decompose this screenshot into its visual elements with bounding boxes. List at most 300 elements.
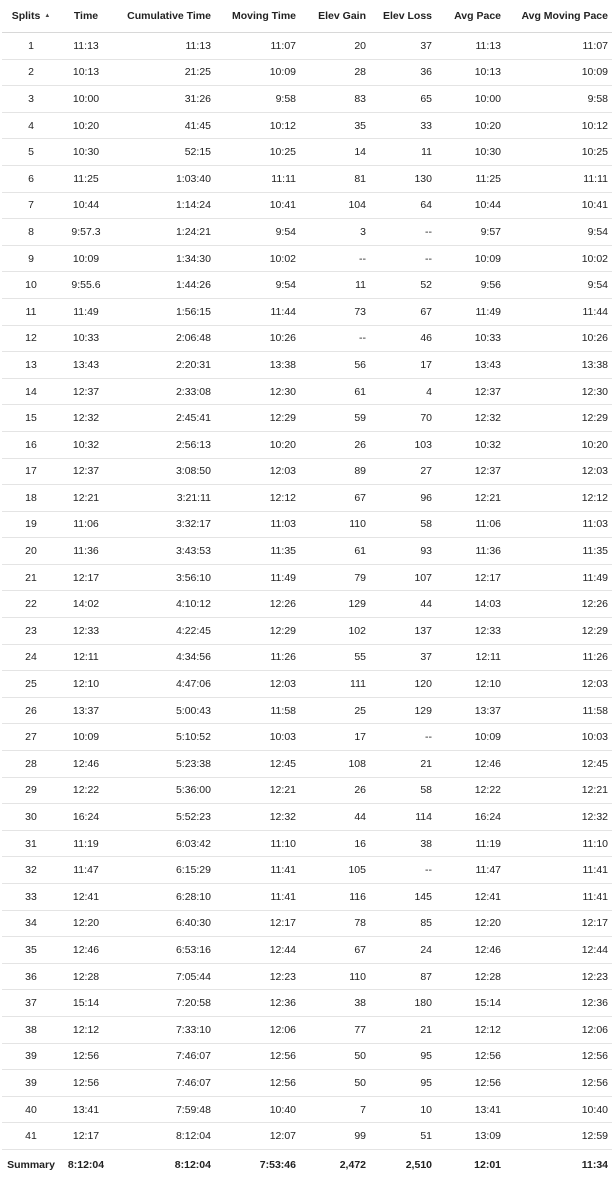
cumulative-time-cell: 52:15: [112, 139, 215, 166]
summary-cumulative-time: 8:12:04: [112, 1149, 215, 1180]
split-time-cell: 12:17: [60, 564, 112, 591]
table-row: [2, 1016, 612, 1043]
split-time-cell: 10:30: [60, 139, 112, 166]
split-time-cell: 12:11: [60, 644, 112, 671]
moving-time-cell: 10:12: [215, 112, 300, 139]
split-time-cell: 12:41: [60, 884, 112, 911]
split-time-cell: 12:37: [60, 458, 112, 485]
table-row: [2, 139, 612, 166]
header-elev-gain[interactable]: Elev Gain: [300, 0, 370, 33]
elev-loss-cell: 27: [370, 458, 436, 485]
split-time-cell: 10:09: [60, 724, 112, 751]
avg-moving-pace-cell: 11:26: [505, 644, 612, 671]
elev-gain-cell: 83: [300, 86, 370, 113]
elev-gain-cell: 14: [300, 139, 370, 166]
split-number-cell: 30: [2, 804, 60, 831]
split-time-cell: 12:56: [60, 1070, 112, 1097]
avg-moving-pace-cell: 9:54: [505, 219, 612, 246]
moving-time-cell: 9:54: [215, 219, 300, 246]
summary-elev-gain: 2,472: [300, 1149, 370, 1180]
elev-loss-cell: 87: [370, 963, 436, 990]
summary-label: Summary: [2, 1149, 60, 1180]
avg-pace-cell: 12:56: [436, 1070, 505, 1097]
moving-time-cell: 10:41: [215, 192, 300, 219]
header-moving-time[interactable]: Moving Time: [215, 0, 300, 33]
split-number-cell: 3: [2, 86, 60, 113]
avg-moving-pace-cell: 13:38: [505, 352, 612, 379]
avg-pace-cell: 13:09: [436, 1123, 505, 1150]
table-row: [2, 431, 612, 458]
table-row: [2, 910, 612, 937]
table-row: [2, 352, 612, 379]
table-row: [2, 538, 612, 565]
cumulative-time-cell: 3:43:53: [112, 538, 215, 565]
table-row: [2, 325, 612, 352]
elev-loss-cell: 64: [370, 192, 436, 219]
avg-pace-cell: 16:24: [436, 804, 505, 831]
moving-time-cell: 12:36: [215, 990, 300, 1017]
moving-time-cell: 10:40: [215, 1096, 300, 1123]
cumulative-time-cell: 7:20:58: [112, 990, 215, 1017]
table-row: [2, 990, 612, 1017]
header-avg-pace[interactable]: Avg Pace: [436, 0, 505, 33]
split-time-cell: 11:36: [60, 538, 112, 565]
cumulative-time-cell: 3:08:50: [112, 458, 215, 485]
split-time-cell: 12:33: [60, 618, 112, 645]
summary-moving-time: 7:53:46: [215, 1149, 300, 1180]
avg-pace-cell: 10:20: [436, 112, 505, 139]
summary-avg-pace: 12:01: [436, 1149, 505, 1180]
elev-gain-cell: 35: [300, 112, 370, 139]
avg-pace-cell: 10:00: [436, 86, 505, 113]
table-row: [2, 1123, 612, 1150]
avg-pace-cell: 12:46: [436, 937, 505, 964]
cumulative-time-cell: 31:26: [112, 86, 215, 113]
split-number-cell: 5: [2, 139, 60, 166]
table-row: [2, 219, 612, 246]
avg-moving-pace-cell: 11:03: [505, 511, 612, 538]
avg-moving-pace-cell: 10:09: [505, 59, 612, 86]
table-row: [2, 378, 612, 405]
avg-pace-cell: 9:56: [436, 272, 505, 299]
elev-gain-cell: 73: [300, 298, 370, 325]
table-row: [2, 245, 612, 272]
header-splits[interactable]: [2, 0, 60, 33]
avg-moving-pace-cell: 10:26: [505, 325, 612, 352]
avg-moving-pace-cell: 12:26: [505, 591, 612, 618]
avg-pace-cell: 12:37: [436, 378, 505, 405]
elev-loss-cell: 65: [370, 86, 436, 113]
split-time-cell: 11:25: [60, 165, 112, 192]
table-row: [2, 272, 612, 299]
moving-time-cell: 12:06: [215, 1016, 300, 1043]
avg-moving-pace-cell: 9:54: [505, 272, 612, 299]
avg-pace-cell: 10:09: [436, 245, 505, 272]
cumulative-time-cell: 5:10:52: [112, 724, 215, 751]
summary-time: 8:12:04: [60, 1149, 112, 1180]
moving-time-cell: 10:20: [215, 431, 300, 458]
split-time-cell: 12:12: [60, 1016, 112, 1043]
split-number-cell: 9: [2, 245, 60, 272]
cumulative-time-cell: 5:36:00: [112, 777, 215, 804]
avg-pace-cell: 11:49: [436, 298, 505, 325]
elev-gain-cell: 28: [300, 59, 370, 86]
split-time-cell: 10:09: [60, 245, 112, 272]
avg-pace-cell: 15:14: [436, 990, 505, 1017]
elev-gain-cell: 26: [300, 431, 370, 458]
table-row: [2, 804, 612, 831]
cumulative-time-cell: 1:24:21: [112, 219, 215, 246]
split-time-cell: 14:02: [60, 591, 112, 618]
split-number-cell: 39: [2, 1070, 60, 1097]
elev-loss-cell: 4: [370, 378, 436, 405]
elev-loss-cell: 36: [370, 59, 436, 86]
elev-loss-cell: 52: [370, 272, 436, 299]
moving-time-cell: 11:35: [215, 538, 300, 565]
table-row: [2, 458, 612, 485]
split-number-cell: 2: [2, 59, 60, 86]
elev-loss-cell: --: [370, 857, 436, 884]
table-row: [2, 511, 612, 538]
split-number-cell: 22: [2, 591, 60, 618]
elev-loss-cell: 145: [370, 884, 436, 911]
split-number-cell: 41: [2, 1123, 60, 1150]
avg-pace-cell: 11:13: [436, 33, 505, 60]
cumulative-time-cell: 7:05:44: [112, 963, 215, 990]
avg-pace-cell: 12:12: [436, 1016, 505, 1043]
avg-moving-pace-cell: 12:30: [505, 378, 612, 405]
elev-gain-cell: 61: [300, 378, 370, 405]
split-number-cell: 38: [2, 1016, 60, 1043]
avg-moving-pace-cell: 12:06: [505, 1016, 612, 1043]
table-footer: [2, 1149, 612, 1180]
elev-gain-cell: 104: [300, 192, 370, 219]
elev-gain-cell: 3: [300, 219, 370, 246]
elev-gain-cell: 77: [300, 1016, 370, 1043]
table-row: [2, 33, 612, 60]
split-number-cell: 12: [2, 325, 60, 352]
elev-loss-cell: 44: [370, 591, 436, 618]
avg-pace-cell: 11:36: [436, 538, 505, 565]
elev-gain-cell: 20: [300, 33, 370, 60]
moving-time-cell: 13:38: [215, 352, 300, 379]
elev-loss-cell: 58: [370, 777, 436, 804]
table-row: [2, 644, 612, 671]
elev-gain-cell: 89: [300, 458, 370, 485]
header-elev-loss[interactable]: Elev Loss: [370, 0, 436, 33]
cumulative-time-cell: 5:52:23: [112, 804, 215, 831]
elev-loss-cell: 10: [370, 1096, 436, 1123]
cumulative-time-cell: 7:59:48: [112, 1096, 215, 1123]
moving-time-cell: 12:45: [215, 751, 300, 778]
moving-time-cell: 12:32: [215, 804, 300, 831]
split-number-cell: 7: [2, 192, 60, 219]
cumulative-time-cell: 3:21:11: [112, 485, 215, 512]
avg-pace-cell: 14:03: [436, 591, 505, 618]
cumulative-time-cell: 6:28:10: [112, 884, 215, 911]
split-time-cell: 13:37: [60, 697, 112, 724]
elev-loss-cell: 85: [370, 910, 436, 937]
split-time-cell: 10:13: [60, 59, 112, 86]
table-row: [2, 591, 612, 618]
cumulative-time-cell: 7:46:07: [112, 1070, 215, 1097]
split-time-cell: 12:22: [60, 777, 112, 804]
avg-moving-pace-cell: 12:44: [505, 937, 612, 964]
table-row: [2, 86, 612, 113]
split-number-cell: 35: [2, 937, 60, 964]
avg-moving-pace-cell: 11:07: [505, 33, 612, 60]
avg-moving-pace-cell: 11:10: [505, 830, 612, 857]
elev-gain-cell: 26: [300, 777, 370, 804]
elev-gain-cell: 129: [300, 591, 370, 618]
moving-time-cell: 11:07: [215, 33, 300, 60]
avg-moving-pace-cell: 11:11: [505, 165, 612, 192]
moving-time-cell: 11:11: [215, 165, 300, 192]
elev-gain-cell: --: [300, 245, 370, 272]
split-time-cell: 12:17: [60, 1123, 112, 1150]
moving-time-cell: 12:26: [215, 591, 300, 618]
table-row: [2, 724, 612, 751]
avg-moving-pace-cell: 11:58: [505, 697, 612, 724]
avg-moving-pace-cell: 12:21: [505, 777, 612, 804]
elev-gain-cell: 111: [300, 671, 370, 698]
avg-pace-cell: 12:28: [436, 963, 505, 990]
split-number-cell: 16: [2, 431, 60, 458]
elev-gain-cell: 55: [300, 644, 370, 671]
avg-moving-pace-cell: 11:49: [505, 564, 612, 591]
elev-loss-cell: 95: [370, 1070, 436, 1097]
moving-time-cell: 12:56: [215, 1043, 300, 1070]
moving-time-cell: 12:30: [215, 378, 300, 405]
split-number-cell: 24: [2, 644, 60, 671]
avg-moving-pace-cell: 10:40: [505, 1096, 612, 1123]
split-number-cell: 15: [2, 405, 60, 432]
split-number-cell: 39: [2, 1043, 60, 1070]
elev-loss-cell: 21: [370, 751, 436, 778]
avg-moving-pace-cell: 10:41: [505, 192, 612, 219]
elev-loss-cell: 38: [370, 830, 436, 857]
cumulative-time-cell: 2:56:13: [112, 431, 215, 458]
moving-time-cell: 9:54: [215, 272, 300, 299]
avg-moving-pace-cell: 12:32: [505, 804, 612, 831]
elev-gain-cell: 67: [300, 937, 370, 964]
cumulative-time-cell: 2:20:31: [112, 352, 215, 379]
split-time-cell: 12:46: [60, 751, 112, 778]
elev-gain-cell: 61: [300, 538, 370, 565]
header-row: [2, 0, 612, 33]
cumulative-time-cell: 1:03:40: [112, 165, 215, 192]
elev-gain-cell: 7: [300, 1096, 370, 1123]
split-number-cell: 40: [2, 1096, 60, 1123]
split-time-cell: 12:37: [60, 378, 112, 405]
cumulative-time-cell: 4:34:56: [112, 644, 215, 671]
avg-moving-pace-cell: 12:56: [505, 1043, 612, 1070]
avg-pace-cell: 10:33: [436, 325, 505, 352]
cumulative-time-cell: 8:12:04: [112, 1123, 215, 1150]
avg-moving-pace-cell: 10:03: [505, 724, 612, 751]
avg-pace-cell: 13:37: [436, 697, 505, 724]
elev-loss-cell: --: [370, 219, 436, 246]
split-number-cell: 13: [2, 352, 60, 379]
elev-gain-cell: 79: [300, 564, 370, 591]
elev-loss-cell: 24: [370, 937, 436, 964]
split-time-cell: 15:14: [60, 990, 112, 1017]
moving-time-cell: 9:58: [215, 86, 300, 113]
cumulative-time-cell: 4:10:12: [112, 591, 215, 618]
split-number-cell: 19: [2, 511, 60, 538]
avg-moving-pace-cell: 12:29: [505, 405, 612, 432]
avg-moving-pace-cell: 12:03: [505, 671, 612, 698]
table-row: [2, 751, 612, 778]
table-row: [2, 671, 612, 698]
table-row: [2, 697, 612, 724]
elev-loss-cell: 120: [370, 671, 436, 698]
split-number-cell: 6: [2, 165, 60, 192]
split-number-cell: 18: [2, 485, 60, 512]
split-time-cell: 16:24: [60, 804, 112, 831]
cumulative-time-cell: 21:25: [112, 59, 215, 86]
table-row: [2, 884, 612, 911]
elev-loss-cell: 130: [370, 165, 436, 192]
split-time-cell: 12:32: [60, 405, 112, 432]
avg-pace-cell: 12:33: [436, 618, 505, 645]
avg-pace-cell: 12:20: [436, 910, 505, 937]
avg-moving-pace-cell: 12:17: [505, 910, 612, 937]
split-number-cell: 32: [2, 857, 60, 884]
moving-time-cell: 12:29: [215, 618, 300, 645]
cumulative-time-cell: 6:40:30: [112, 910, 215, 937]
cumulative-time-cell: 1:56:15: [112, 298, 215, 325]
elev-gain-cell: 38: [300, 990, 370, 1017]
split-number-cell: 1: [2, 33, 60, 60]
elev-loss-cell: 67: [370, 298, 436, 325]
split-number-cell: 21: [2, 564, 60, 591]
split-number-cell: 34: [2, 910, 60, 937]
cumulative-time-cell: 6:15:29: [112, 857, 215, 884]
avg-pace-cell: 9:57: [436, 219, 505, 246]
table-row: [2, 112, 612, 139]
header-time[interactable]: Time: [60, 0, 112, 33]
cumulative-time-cell: 1:14:24: [112, 192, 215, 219]
table-row: [2, 1043, 612, 1070]
split-number-cell: 36: [2, 963, 60, 990]
moving-time-cell: 11:49: [215, 564, 300, 591]
cumulative-time-cell: 4:47:06: [112, 671, 215, 698]
split-number-cell: 8: [2, 219, 60, 246]
split-number-cell: 14: [2, 378, 60, 405]
avg-moving-pace-cell: 12:45: [505, 751, 612, 778]
table-row: [2, 963, 612, 990]
split-time-cell: 9:55.6: [60, 272, 112, 299]
split-time-cell: 12:46: [60, 937, 112, 964]
moving-time-cell: 12:23: [215, 963, 300, 990]
avg-moving-pace-cell: 11:35: [505, 538, 612, 565]
avg-moving-pace-cell: 10:02: [505, 245, 612, 272]
elev-gain-cell: 105: [300, 857, 370, 884]
cumulative-time-cell: 41:45: [112, 112, 215, 139]
split-time-cell: 11:19: [60, 830, 112, 857]
avg-pace-cell: 10:30: [436, 139, 505, 166]
elev-loss-cell: 95: [370, 1043, 436, 1070]
elev-gain-cell: 108: [300, 751, 370, 778]
elev-loss-cell: 107: [370, 564, 436, 591]
elev-loss-cell: 11: [370, 139, 436, 166]
split-number-cell: 11: [2, 298, 60, 325]
moving-time-cell: 12:03: [215, 671, 300, 698]
cumulative-time-cell: 1:44:26: [112, 272, 215, 299]
split-time-cell: 10:00: [60, 86, 112, 113]
moving-time-cell: 10:02: [215, 245, 300, 272]
splits-table: [2, 0, 612, 1180]
elev-gain-cell: --: [300, 325, 370, 352]
avg-moving-pace-cell: 12:56: [505, 1070, 612, 1097]
split-time-cell: 11:47: [60, 857, 112, 884]
moving-time-cell: 11:41: [215, 857, 300, 884]
moving-time-cell: 11:26: [215, 644, 300, 671]
elev-loss-cell: 96: [370, 485, 436, 512]
moving-time-cell: 12:56: [215, 1070, 300, 1097]
avg-pace-cell: 13:41: [436, 1096, 505, 1123]
elev-gain-cell: 17: [300, 724, 370, 751]
cumulative-time-cell: 6:53:16: [112, 937, 215, 964]
elev-gain-cell: 110: [300, 511, 370, 538]
split-time-cell: 13:43: [60, 352, 112, 379]
cumulative-time-cell: 4:22:45: [112, 618, 215, 645]
avg-moving-pace-cell: 11:44: [505, 298, 612, 325]
header-cumulative-time[interactable]: Cumulative Time: [112, 0, 215, 33]
split-number-cell: 28: [2, 751, 60, 778]
summary-elev-loss: 2,510: [370, 1149, 436, 1180]
header-splits-label: Splits: [11, 10, 41, 22]
avg-moving-pace-cell: 11:41: [505, 857, 612, 884]
elev-gain-cell: 56: [300, 352, 370, 379]
avg-pace-cell: 11:25: [436, 165, 505, 192]
avg-pace-cell: 12:22: [436, 777, 505, 804]
avg-moving-pace-cell: 12:59: [505, 1123, 612, 1150]
header-avg-moving-pace[interactable]: Avg Moving Pace: [505, 0, 612, 33]
moving-time-cell: 10:09: [215, 59, 300, 86]
table-row: [2, 485, 612, 512]
table-row: [2, 618, 612, 645]
moving-time-cell: 11:03: [215, 511, 300, 538]
cumulative-time-cell: 7:33:10: [112, 1016, 215, 1043]
cumulative-time-cell: 5:00:43: [112, 697, 215, 724]
cumulative-time-cell: 3:32:17: [112, 511, 215, 538]
elev-loss-cell: 37: [370, 644, 436, 671]
split-number-cell: 33: [2, 884, 60, 911]
cumulative-time-cell: 5:23:38: [112, 751, 215, 778]
table-row: [2, 298, 612, 325]
avg-pace-cell: 10:13: [436, 59, 505, 86]
avg-moving-pace-cell: 10:20: [505, 431, 612, 458]
moving-time-cell: 10:25: [215, 139, 300, 166]
split-time-cell: 10:44: [60, 192, 112, 219]
split-number-cell: 31: [2, 830, 60, 857]
moving-time-cell: 11:44: [215, 298, 300, 325]
split-number-cell: 25: [2, 671, 60, 698]
elev-gain-cell: 25: [300, 697, 370, 724]
avg-pace-cell: 12:37: [436, 458, 505, 485]
split-number-cell: 20: [2, 538, 60, 565]
split-number-cell: 37: [2, 990, 60, 1017]
avg-moving-pace-cell: 9:58: [505, 86, 612, 113]
moving-time-cell: 12:03: [215, 458, 300, 485]
split-time-cell: 9:57.3: [60, 219, 112, 246]
moving-time-cell: 10:03: [215, 724, 300, 751]
split-time-cell: 11:49: [60, 298, 112, 325]
avg-pace-cell: 12:56: [436, 1043, 505, 1070]
avg-moving-pace-cell: 10:25: [505, 139, 612, 166]
